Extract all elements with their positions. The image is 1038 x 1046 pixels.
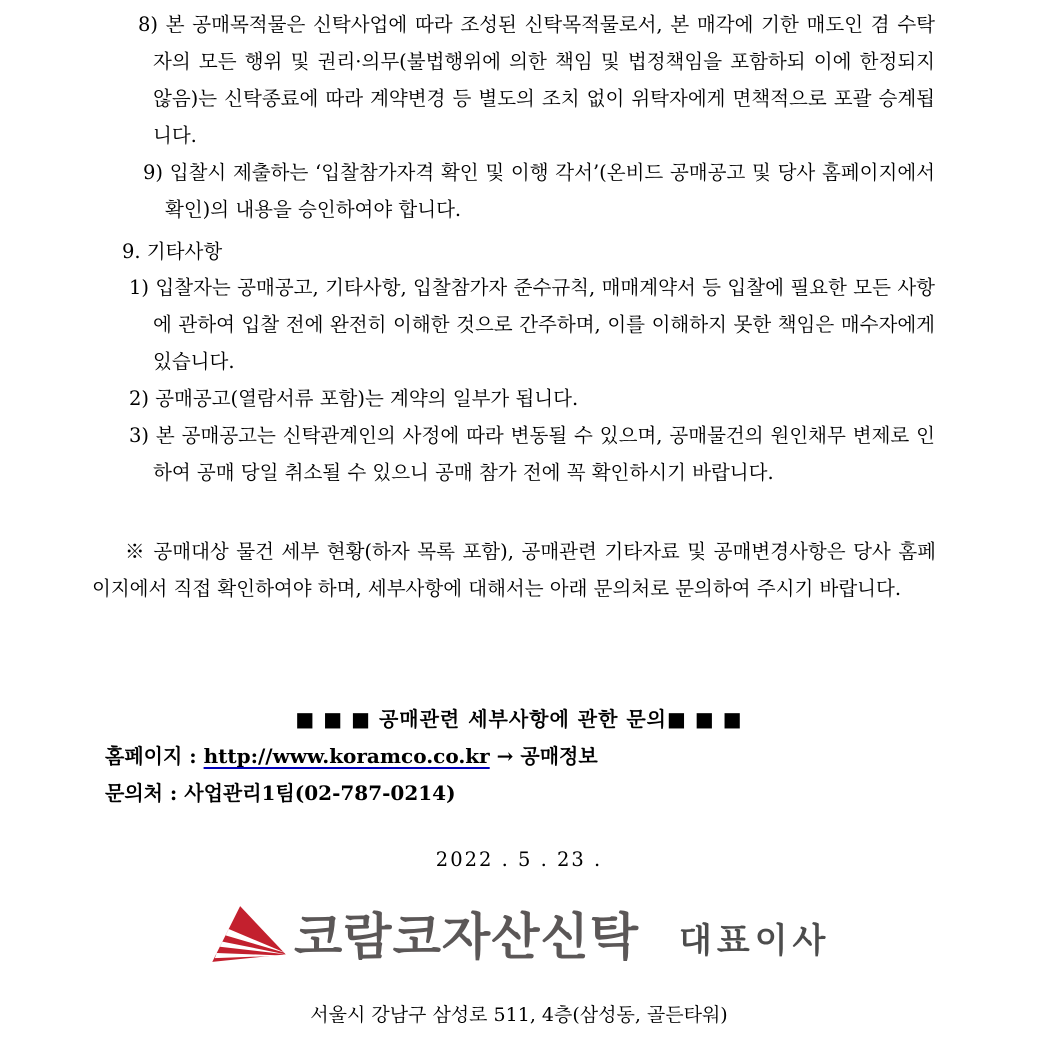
koramco-triangle-logo-icon (211, 903, 287, 967)
list-item-2: 2) 공매공고(열람서류 포함)는 계약의 일부가 됩니다. (129, 387, 579, 410)
list-item-3: 3) 본 공매공고는 신탁관계인의 사정에 따라 변동될 수 있으며, 공매물건의 원인채무 변제로 인하여 공매 당일 취소될 수 있으니 공매 참가 전에 꼭 확인하시기 바랍니다. (129, 424, 935, 484)
homepage-suffix: → 공매정보 (489, 744, 598, 768)
inquiry-section-title: ■ ■ ■ 공매관련 세부사항에 관한 문의■ ■ ■ (295, 707, 743, 731)
contact-line: 문의처 : 사업관리1팀(02-787-0214) (105, 781, 456, 805)
notice-section-items (129, 269, 935, 491)
list-item-8: 8) 본 공매목적물은 신탁사업에 따라 조성된 신탁목적물로서, 본 매각에 기한 매도인 겸 수탁자의 모든 행위 및 권리·의무(불법행위에 의한 책임 및 법정책임을 포함하되 이에 한정되지 않음)는 신탁종료에 따라 계약변경 등 별도의 조치 없이 위탁자에게 면책적으로 포괄 승계됩니다. (138, 13, 935, 147)
section-heading-etc: 9. 기타사항 (122, 240, 223, 263)
company-address: 서울시 강남구 삼성로 511, 4층(삼성동, 골든타워) (310, 1004, 728, 1026)
document-date: 2022 . 5 . 23 . (435, 848, 603, 871)
homepage-url-link[interactable]: http://www.koramco.co.kr (203, 744, 490, 768)
notice-items-8-9 (138, 6, 935, 228)
remark-paragraph: ※ 공매대상 물건 세부 현황(하자 목록 포함), 공매관련 기타자료 및 공매변경사항은 당사 홈페이지에서 직접 확인하여야 하며, 세부사항에 대해서는 아래 문의처로 문의하여 주시기 바랍니다. (92, 540, 936, 600)
list-item-9: 9) 입찰시 제출하는 ‘입찰참가자격 확인 및 이행 각서’(온비드 공매공고 및 당사 홈페이지에서 확인)의 내용을 승인하여야 합니다. (143, 161, 935, 221)
homepage-line (105, 738, 598, 775)
company-name-logotype: 코람코자산신탁 (294, 909, 640, 965)
list-item-1: 1) 입찰자는 공매공고, 기타사항, 입찰참가자 준수규칙, 매매계약서 등 입찰에 필요한 모든 사항에 관하여 입찰 전에 완전히 이해한 것으로 간주하며, 이를 이해하지 못한 책임은 매수자에게 있습니다. (129, 276, 935, 373)
ceo-title: 대표이사 (679, 922, 831, 960)
homepage-label: 홈페이지 : (105, 744, 204, 768)
